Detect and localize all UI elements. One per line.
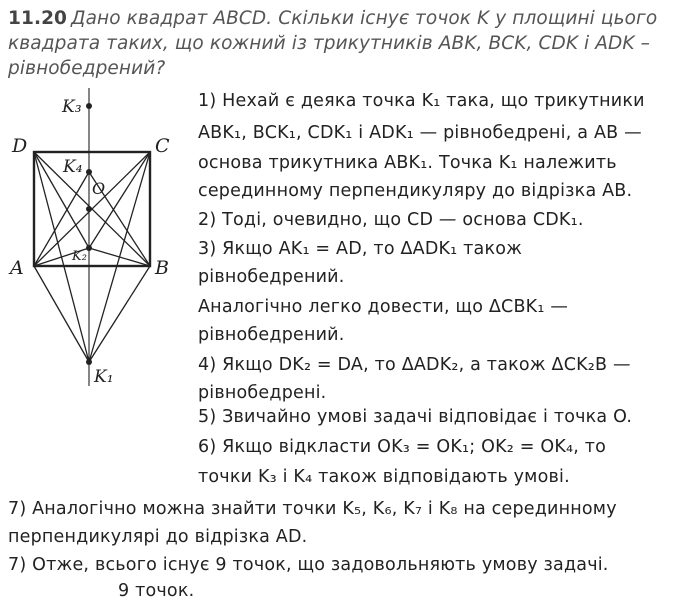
solution-line: 1) Нехай є деяка точка K₁ така, що трикутники [198, 91, 645, 111]
segment-c-k2 [89, 152, 150, 248]
label-k2: K₂ [72, 249, 87, 264]
label-o: O [92, 179, 106, 198]
point-k4 [86, 169, 92, 175]
solution-line: серединному перпендикуляру до відрізка AB. [198, 181, 633, 201]
solution-line: 4) Якщо DK₂ = DA, то ΔADK₂, а також ΔCK₂B — [198, 355, 631, 375]
point-k1 [86, 359, 92, 365]
geometry-figure [0, 80, 200, 400]
solution-line: рівнобедрений. [198, 325, 345, 345]
solution-line: перпендикулярі до відрізка AD. [8, 527, 308, 547]
label-b: B [155, 257, 169, 279]
solution-line: 7) Аналогічно можна знайти точки K₅, K₆, K₇ і K₈ на серединному [8, 499, 617, 519]
solution-line: рівнобедрені. [198, 383, 327, 403]
problem-number: 11.20 [8, 8, 68, 29]
solution-line: 3) Якщо AK₁ = AD, то ΔADK₁ також [198, 239, 523, 259]
problem-line-2: квадрата таких, що кожний із трикутників ABK, BCK, CDK і ADK – [8, 33, 650, 54]
label-k4: K₄ [63, 157, 83, 177]
solution-line: 5) Звичайно умові задачі відповідає і точка O. [198, 407, 633, 427]
solution-line: 7) Отже, всього існує 9 точок, що задовольняють умову задачі. [8, 555, 609, 575]
label-k3: K₃ [62, 97, 82, 117]
label-k1: K₁ [94, 367, 114, 387]
point-k3 [86, 103, 92, 109]
solution-line: 6) Якщо відкласти OK₃ = OK₁; OK₂ = OK₄, то [198, 437, 607, 457]
answer: 9 точок. [118, 581, 195, 601]
segment-a-k1 [34, 266, 89, 362]
solution-line: точки K₃ і K₄ також відповідають умові. [198, 467, 570, 487]
solution-line: основа трикутника ABK₁. Точка K₁ належить [198, 153, 617, 173]
label-c: C [155, 135, 170, 157]
problem-line-3: рівнобедрений? [8, 58, 166, 79]
problem-line-1: 11.20 Дано квадрат ABCD. Скільки існує точок K у площині цього [8, 8, 658, 29]
label-d: D [12, 135, 28, 157]
solution-line: ABK₁, BCK₁, CDK₁ і ADK₁ — рівнобедрені, а AB — [198, 123, 642, 143]
segment-b-k1 [89, 266, 150, 362]
solution-line: рівнобедрений. [198, 267, 345, 287]
point-o [86, 206, 92, 212]
solution-line: 2) Тоді, очевидно, що CD — основа CDK₁. [198, 210, 584, 230]
problem-statement [8, 6, 688, 81]
solution-line: Аналогічно легко довести, що ΔCBK₁ — [198, 297, 569, 317]
label-a: A [10, 257, 24, 279]
